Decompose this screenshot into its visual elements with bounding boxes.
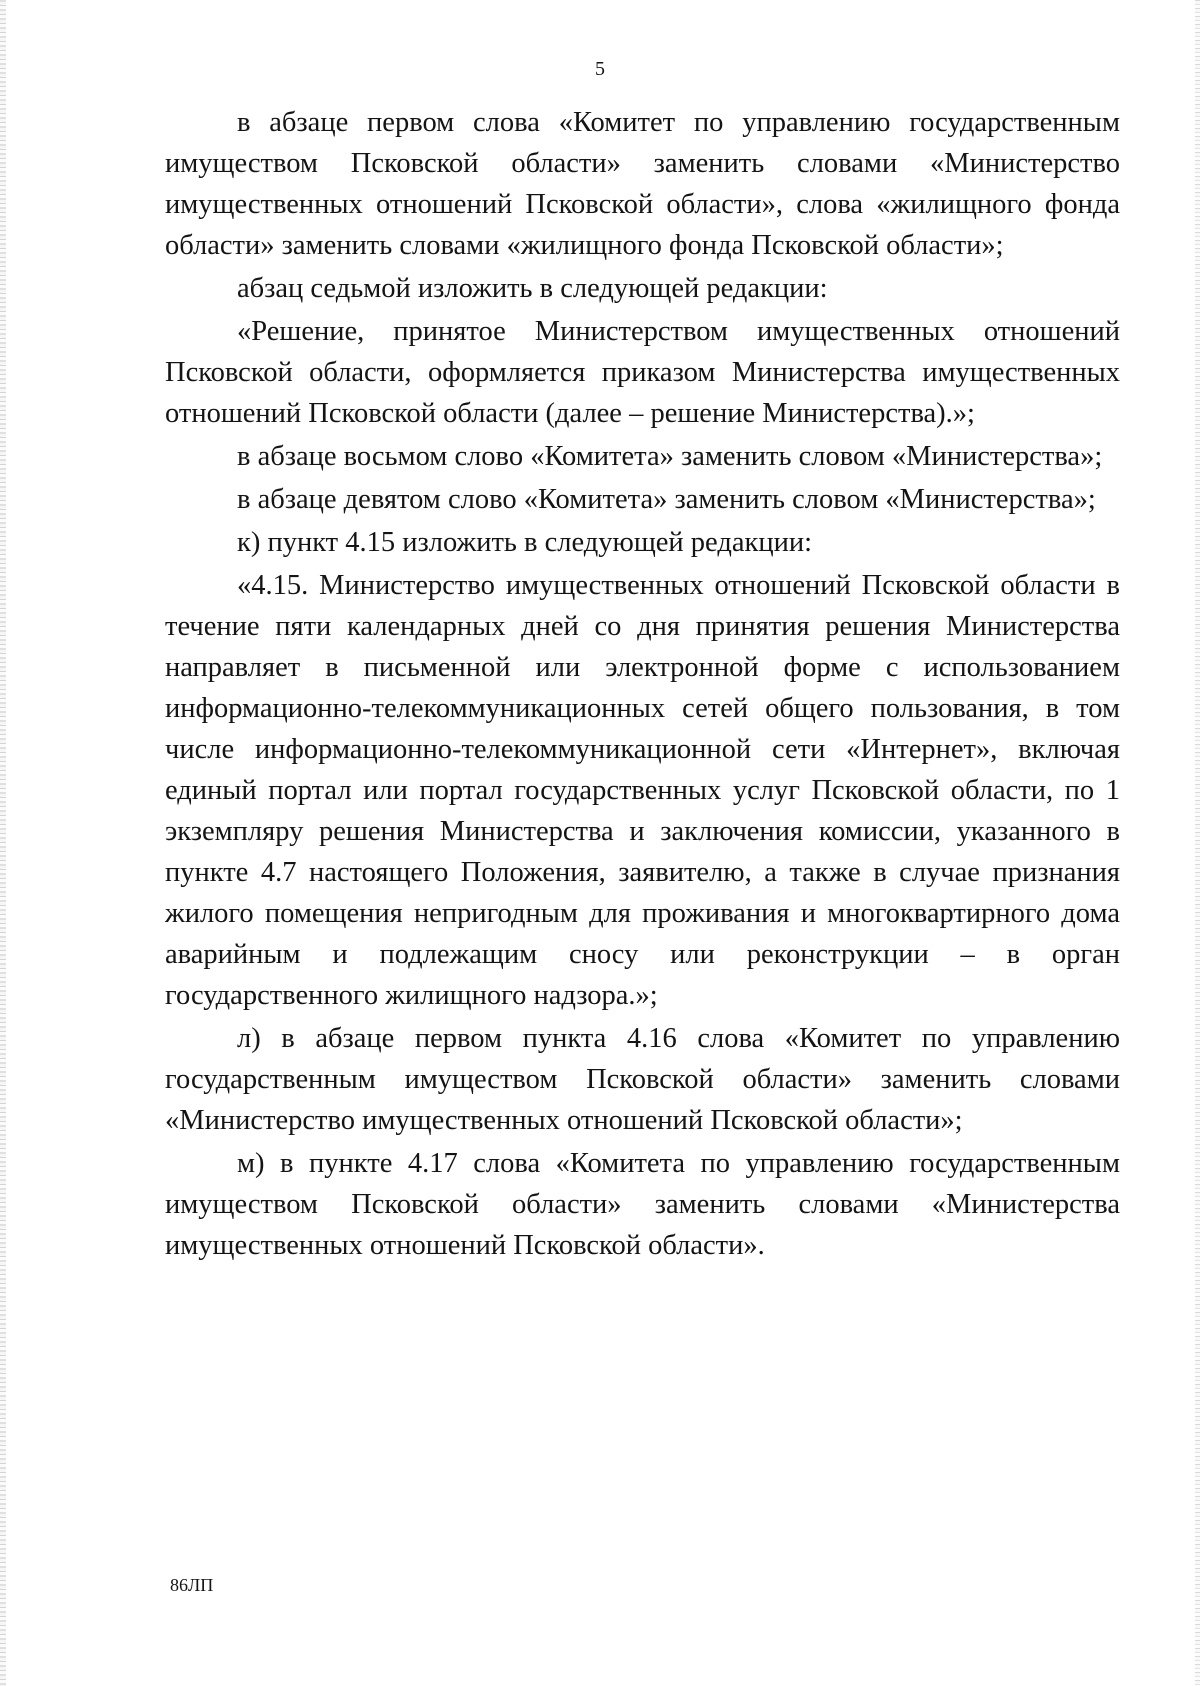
document-body xyxy=(165,102,1120,1268)
document-code: 86ЛП xyxy=(170,1575,214,1595)
paragraph-abzac-7-intro: абзац седьмой изложить в следующей редакции: xyxy=(237,273,828,304)
scan-edge-right xyxy=(1195,0,1200,1686)
paragraph-abzac-9: в абзаце девятом слово «Комитета» заменить словом «Министерства»; xyxy=(237,484,1096,515)
paragraph-abzac-8: в абзаце восьмом слово «Комитета» заменить словом «Министерства»; xyxy=(237,441,1103,472)
paragraph-l-4-16: л) в абзаце первом пункта 4.16 слова «Комитет по управлению государственным имуществом Псковской области» заменить словами «Министерство имущественных отношений Псковской области»; xyxy=(165,1023,1120,1136)
page-number: 5 xyxy=(595,58,605,80)
paragraph-abzac-1: в абзаце первом слова «Комитет по управлению государственным имуществом Псковской области» заменить словами «Министерство имущественных отношений Псковской области», слова «жилищного фонда области» заменить словами «жилищного фонда Псковской области»; xyxy=(165,107,1120,261)
paragraph-k-intro: к) пункт 4.15 изложить в следующей редакции: xyxy=(237,527,812,558)
paragraph-m-4-17: м) в пункте 4.17 слова «Комитета по управлению государственным имуществом Псковской области» заменить словами «Министерства имущественных отношений Псковской области». xyxy=(165,1148,1120,1261)
paragraph-abzac-7-text: «Решение, принятое Министерством имущественных отношений Псковской области, оформляется приказом Министерства имущественных отношений Псковской области (далее – решение Министерства).»; xyxy=(165,316,1120,429)
scan-edge-left xyxy=(0,0,6,1686)
paragraph-4-15: «4.15. Министерство имущественных отношений Псковской области в течение пяти календарных дней со дня принятия решения Министерства направляет в письменной или электронной форме с использованием информационно-телекоммуникационных сетей общего пользования, в том числе информационно-телекоммуникационной сети «Интернет», включая единый портал или портал государственных услуг Псковской области, по 1 экземпляру решения Министерства и заключения комиссии, указанного в пункте 4.7 настоящего Положения, заявителю, а также в случае признания жилого помещения непригодным для проживания и многоквартирного дома аварийным и подлежащим сносу или реконструкции – в орган государственного жилищного надзора.»; xyxy=(165,570,1120,1011)
